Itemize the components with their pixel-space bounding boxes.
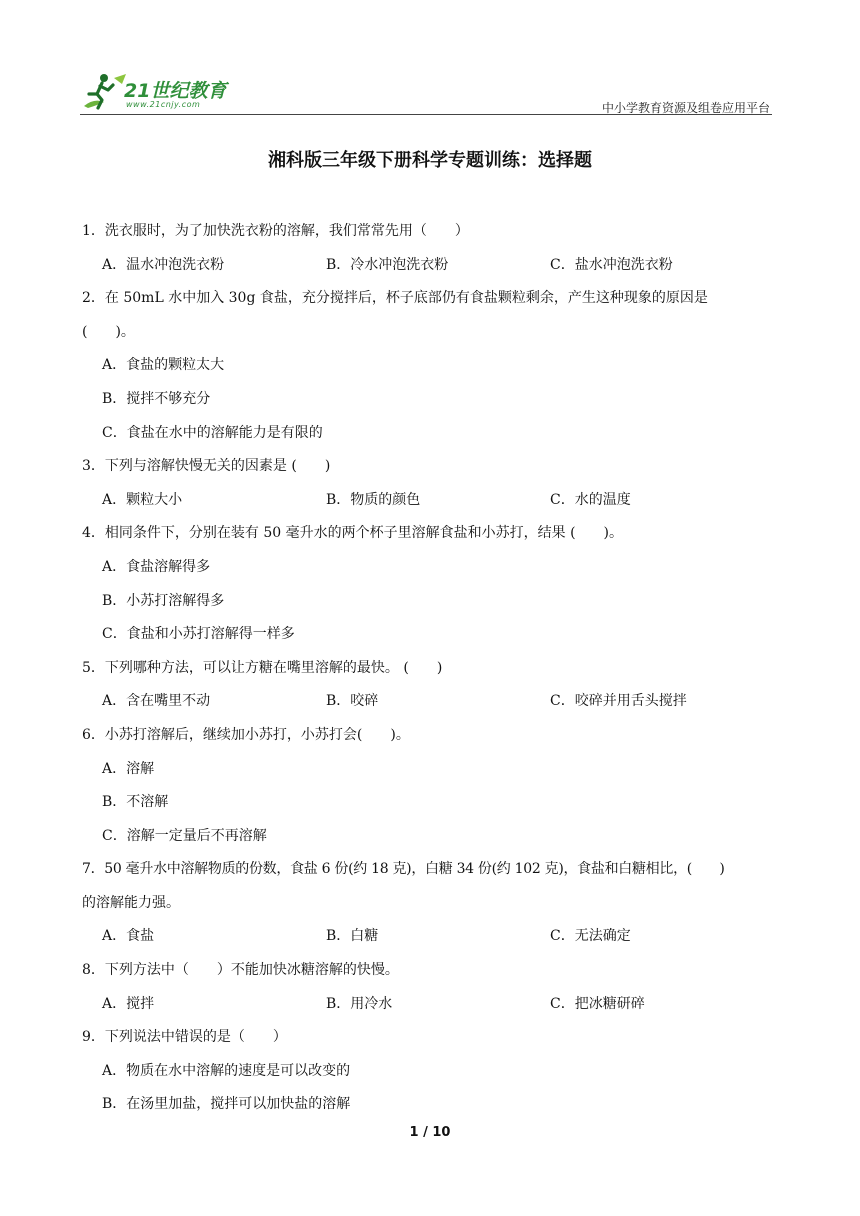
option-c: C．食盐和小苏打溶解得一样多 — [102, 626, 295, 643]
option-c: C．溶解一定量后不再溶解 — [102, 827, 267, 844]
question-stem-continued: 的溶解能力强。 — [82, 894, 180, 911]
question-stem: 8．下列方法中（ ）不能加快冰糖溶解的快慢。 — [82, 962, 399, 979]
option-c: C．盐水冲泡洗衣粉 — [550, 256, 673, 273]
question-stem: 9．下列说法中错误的是（ ） — [82, 1029, 287, 1046]
option-b: B．搅拌不够充分 — [102, 390, 211, 407]
question-stem: 5．下列哪种方法，可以让方糖在嘴里溶解的最快。 ( ) — [82, 659, 443, 676]
logo-url: www.21cnjy.com — [126, 100, 201, 109]
option-a: A．温水冲泡洗衣粉 — [102, 256, 225, 273]
option-b: B．冷水冲泡洗衣粉 — [326, 256, 449, 273]
question-stem: 2．在 50mL 水中加入 30g 食盐，充分搅拌后，杯子底部仍有食盐颗粒剩余，产生这种现象的原因是 — [82, 290, 708, 307]
option-a: A．物质在水中溶解的速度是可以改变的 — [102, 1062, 351, 1079]
option-b: B．物质的颜色 — [326, 491, 421, 508]
option-b: B．小苏打溶解得多 — [102, 592, 225, 609]
runner-icon — [80, 72, 128, 112]
option-row — [80, 690, 780, 724]
option-c: C．水的温度 — [550, 491, 631, 508]
page-title: 湘科版三年级下册科学专题训练：选择题 — [268, 150, 592, 171]
option-a: A．颗粒大小 — [102, 491, 183, 508]
option-a: A．食盐的颗粒太大 — [102, 357, 225, 374]
option-c: C．无法确定 — [550, 928, 631, 945]
question-stem: 4．相同条件下，分别在装有 50 毫升水的两个杯子里溶解食盐和小苏打，结果 ( )。 — [82, 525, 623, 542]
page-header — [80, 70, 772, 116]
option-b: B．咬碎 — [326, 693, 379, 710]
option-b: B．用冷水 — [326, 995, 393, 1012]
option-row — [80, 254, 780, 288]
option-row — [80, 489, 780, 523]
page-number: 1 / 10 — [409, 1125, 451, 1140]
option-row — [80, 925, 780, 959]
option-b: B．在汤里加盐，搅拌可以加快盐的溶解 — [102, 1096, 351, 1113]
option-a: A．食盐溶解得多 — [102, 558, 211, 575]
option-row — [80, 993, 780, 1027]
question-stem: 6．小苏打溶解后，继续加小苏打，小苏打会( )。 — [82, 726, 410, 743]
platform-label: 中小学教育资源及组卷应用平台 — [601, 101, 770, 115]
option-b: B．不溶解 — [102, 794, 169, 811]
option-c: C．食盐在水中的溶解能力是有限的 — [102, 424, 323, 441]
option-a: A．溶解 — [102, 760, 155, 777]
header-divider — [80, 114, 772, 115]
logo — [80, 70, 250, 112]
question-stem: 7．50 毫升水中溶解物质的份数，食盐 6 份(约 18 克)，白糖 34 份(约 102 克)，食盐和白糖相比，( ) — [82, 861, 725, 878]
question-stem-continued: ( )。 — [82, 323, 135, 340]
option-b: B．白糖 — [326, 928, 379, 945]
option-a: A．含在嘴里不动 — [102, 693, 211, 710]
option-c: C．咬碎并用舌头搅拌 — [550, 693, 687, 710]
question-stem: 1．洗衣服时，为了加快洗衣粉的溶解，我们常常先用（ ） — [82, 223, 469, 239]
option-a: A．搅拌 — [102, 995, 155, 1012]
option-a: A．食盐 — [102, 928, 155, 945]
logo-text: 21世纪教育 — [124, 80, 227, 102]
question-stem: 3．下列与溶解快慢无关的因素是 ( ) — [82, 458, 331, 475]
question-list — [80, 220, 780, 1127]
option-c: C．把冰糖研碎 — [550, 995, 645, 1012]
